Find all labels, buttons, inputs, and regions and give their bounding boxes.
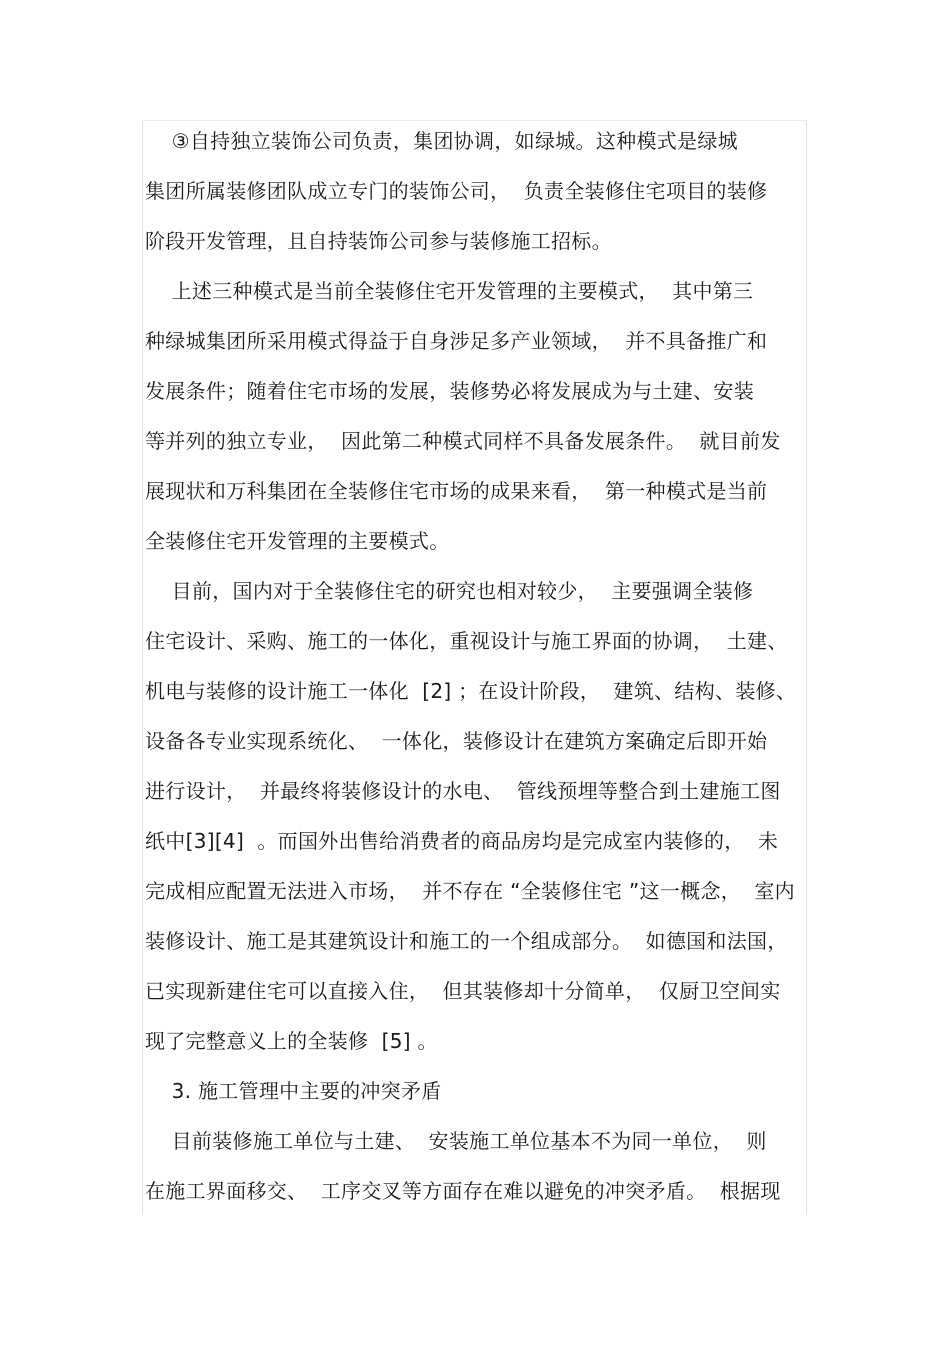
paragraph-line: 完成相应配置无法进入市场， 并不存在 “全装修住宅 ”这一概念， 室内 (145, 879, 795, 903)
paragraph-line: 上述三种模式是当前全装修住宅开发管理的主要模式， 其中第三 (145, 279, 754, 303)
paragraph-line: 发展条件；随着住宅市场的发展，装修势必将发展成为与土建、安装 (145, 379, 754, 403)
paragraph-line: 已实现新建住宅可以直接入住， 但其装修却十分简单， 仅厨卫空间实 (145, 979, 781, 1003)
paragraph-line: 装修设计、施工是其建筑设计和施工的一个组成部分。 如德国和法国， (145, 929, 788, 953)
paragraph-line: 设备各专业实现系统化、 一体化，装修设计在建筑方案确定后即开始 (145, 729, 768, 753)
paragraph-line: 纸中[3][4] 。而国外出售给消费者的商品房均是完成室内装修的， 未 (145, 829, 779, 853)
paragraph-line: ③自持独立装饰公司负责，集团协调，如绿城。这种模式是绿城 (145, 129, 738, 153)
paragraph-line: 机电与装修的设计施工一体化 [2] ；在设计阶段， 建筑、结构、装修、 (145, 679, 797, 703)
paragraph-line: 住宅设计、采购、施工的一体化，重视设计与施工界面的协调， 土建、 (145, 629, 788, 653)
paragraph-line: 进行设计， 并最终将装修设计的水电、 管线预埋等整合到土建施工图 (145, 779, 781, 803)
paragraph-line: 现了完整意义上的全装修 [5] 。 (145, 1029, 438, 1053)
paragraph-line: 目前，国内对于全装修住宅的研究也相对较少， 主要强调全装修 (145, 579, 754, 603)
paragraph-line: 等并列的独立专业， 因此第二种模式同样不具备发展条件。 就目前发 (145, 429, 781, 453)
paragraph-line: 目前装修施工单位与土建、 安装施工单位基本不为同一单位， 则 (145, 1129, 767, 1153)
paragraph-line: 集团所属装修团队成立专门的装饰公司， 负责全装修住宅项目的装修 (145, 179, 768, 203)
section-heading: 3. 施工管理中主要的冲突矛盾 (145, 1079, 442, 1103)
paragraph-line: 种绿城集团所采用模式得益于自身涉足多产业领域， 并不具备推广和 (145, 329, 768, 353)
paragraph-line: 全装修住宅开发管理的主要模式。 (145, 529, 450, 553)
paragraph-line: 展现状和万科集团在全装修住宅市场的成果来看， 第一种模式是当前 (145, 479, 768, 503)
paragraph-line: 在施工界面移交、 工序交叉等方面存在难以避免的冲突矛盾。 根据现 (145, 1179, 781, 1203)
paragraph-line: 阶段开发管理，且自持装饰公司参与装修施工招标。 (145, 229, 612, 253)
